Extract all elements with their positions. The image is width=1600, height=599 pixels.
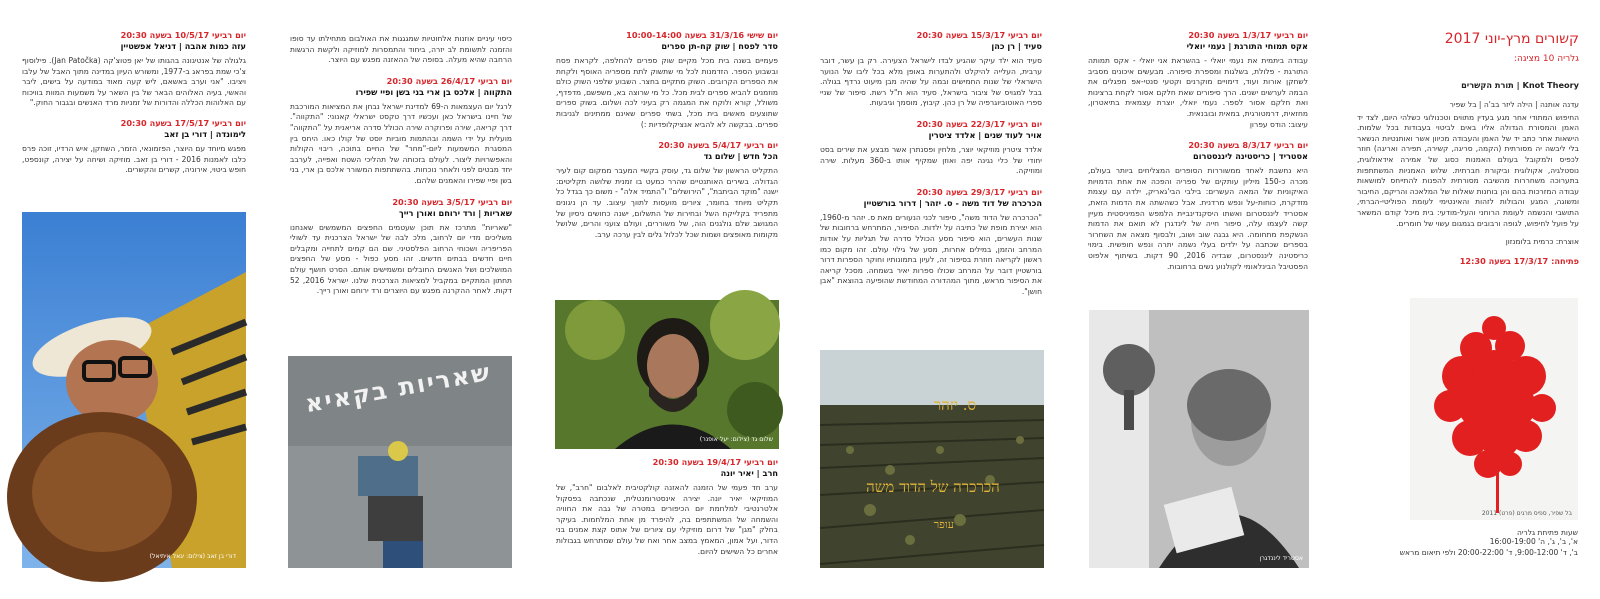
knot-artwork-photo: [1410, 298, 1578, 520]
event-item: [556, 30, 778, 130]
red-knot-sculpture-icon: [1410, 298, 1578, 520]
event-item: [1088, 140, 1308, 272]
event-title: שאריות | ורד ירוחם ואורן רייך: [399, 207, 512, 218]
event-item: [290, 76, 512, 187]
event-date: יום רביעי 19/4/17 בשעה 20:30: [652, 457, 778, 467]
event-description: פעמיים בשנה בית מכל מקיים שוק ספרים להחלפה, לקראת פסח ובשבוע הספר. הזדמנות לכל מי שתשוק לתת מספריה האוסף ולקחת את הספרים הקרובים. השוק מתקיים בחצר. השבוע שלפני השוק כולם מוזמנים להביא ספרים לבית מכל. כל מי שרוצה בא, משפשם, מדפדף, משולל, קורא ולוקח את המגמה רק בעיני לכה ושלום. בשוק ספרים שתוצעים מאשים בית מכל, בשתי ספרים שאינם ממתינים לגניבות ספרים. בבקשה לא להביא אנציקלופדיות :): [556, 56, 778, 129]
dori-photo-caption: דורי בן זאב (צילום: יגאל איתיאל): [149, 553, 236, 560]
event-description: אלדד ציטרין מוזיקאי יוצר, מלחין ופסנתרן אשר מבצע את שירים בסט יחודי של כלי נגינה יפה ואוזן שמקיף אותו ב-360 מעלות. שירה ומוזיקה.: [820, 144, 1042, 176]
event-date: יום רביעי 10/5/17 בשעה 20:30: [120, 30, 246, 40]
event-description: לרגל יום העצמאות ה-69 למדינת ישראל נבחן את המציאות המורכבת של חיינו בישראל כאן ועכשיו דרך טקסט ישראלי קאנוני: "התקווה". דרך קריאה, שירה ופרוקרה שירה הכולל סדרה אריאנית על "התקווה" מועלית על ידי השמה ובהתמות מוביות יוסט של קולו כאו. היחס בין המסגרת המשמעות ליום-"מחר" של החיים בתוכה, ריבוי הקולות והאפשרויות ליצור. לעולם בזכותה של תהליכי השטח ואפייה, לערבב יחד מבטים לפני ולאחר נוכחות. בהשתתפות המשורר אלכס בן ארי, בני בשן ופיי שפירו והאמנים שלהם.: [290, 101, 512, 185]
event-item: [22, 118, 246, 176]
event-title: הכרכרה של דוד משה - ס. יזהר | דרור בורשטיין: [863, 197, 1042, 208]
astrid-photo-caption: אסטריד ליננדגרן: [1259, 555, 1303, 562]
portrait-icon: [1089, 310, 1309, 568]
event-date: יום רביעי 3/5/17 בשעה 20:30: [392, 196, 512, 207]
event-title: הכל חדש | שלום גד: [703, 151, 778, 162]
event-date: יום רביעי 26/4/17 בשעה 20:30: [386, 75, 512, 86]
event-item: [820, 119, 1042, 177]
gallery-subtitle: גלריה 10 מציגה:: [1513, 54, 1579, 64]
event-date: יום רביעי 22/3/17 בשעה 20:30: [916, 118, 1042, 129]
leftovers-graffiti-text: שאריות בקאיא: [302, 357, 493, 419]
event-title: סעיד | רן כהן: [991, 41, 1042, 51]
dori-ben-zeev-photo: [22, 212, 246, 568]
event-title: לימונדה | דורי בן זאב: [164, 129, 246, 139]
event-date: יום רביעי 17/5/17 בשעה 20:30: [120, 118, 246, 128]
event-date: יום שישי 31/3/16 בשעה 10:00-14:00: [626, 30, 778, 40]
event-item: [820, 187, 1042, 298]
event-description: מפגש מיוחד עם היוצר, הפזמונאי, הזמר, השחקן, איש הרדיו, זוכה פרס כלבו לאמנות 2016 - דורי בן זאב. מוזיקה ושיחה על יצירה, קונספט, חופש ביטוי, אירוניה, קשרים והקשרים.: [22, 144, 246, 175]
event-title: סדר לפסח | שוק קח-תן ספרים: [661, 41, 778, 51]
event-title: אסטריד | כריסטינה ליננסטרום: [1193, 151, 1308, 162]
event-description: "שאריות" מתרכז את תוכן שעטמים החפצים המשמשים שאנחנו משליכים מדי יום לרחוב, מלכ לבה של ישראל הצרכנית עד לשולי הפריפריה ושכוחי הרחוב הפלסטיני. שם הם קמים לתחייה ומקבלים חיים חדשים בבתים חדשים. זהו מסע כפול - מסע של החפצים המושלכים ושל האנשים החובלים ומשמישים אותם. הסרט חושף עולם תחתון המתקיים במקביל למציאות הצרכנית שלנו. ישראל 2016, 52 דקות. לאחר ההקרנה מפגש עם היוצרים ורד ירוחם ואורן רייך.: [290, 222, 512, 296]
opening-time: פתיחה: 17/3/17 בשעה 12:30: [1459, 255, 1579, 266]
event-item: [556, 140, 778, 239]
book-title: הכרכרה של הדוד משה: [866, 478, 1000, 496]
leftovers-photo: [288, 356, 512, 568]
portrait-icon: [22, 212, 246, 568]
event-description: היא נחשבת לאחד ממשוררות הסופרים המצליחים ביותר בעולם, מכרה כ-150 מיליון עותקים של ספריה והפכה את אחת הדמויות האיקוניות של המאה העשרים: בילבי הבי'גאריק, ילדה עם עצמת מזדקרת, כוחות-על ונפש מרדנית. אבל כשהשתה את הדמות הזאת, אסטריד ליננסטרום ואשתו היסקנדינביית הלמפש הפמיניסטית מעיין קשה לעצמו עלה, סיפור חייה של לינדגרן לא תואם את הדמות הנשקפת מתחומה. היא גבגה שוב ושוב, ולבסוף מצאה את השחרור בספרים שכתבה על ילדים בעלי נשמה יתרה ונפש חופשית. בימוי כריסטינה ליננסטרום, שבדיה 2016, 90 דקות. בשיתוף אלפוט הפסטיבל הבינלאומי לקולנוע נשים ברחובות.: [1088, 166, 1309, 271]
event-item: [556, 457, 778, 579]
event-date: יום רביעי 15/3/17 בשעה 20:30: [916, 30, 1042, 40]
event-item: [1088, 30, 1308, 130]
event-description: התקליט הראשון של שלום גד, עוסק בקשיי המעבר ממקום קום לעיר הגדולה. בשירים האותנטיים שהרר כמעט בו זמנית שלושה תקליטים: ישנה "מוקד הביתבת", "הירושלים" ו"התמיד אלה" - משום כך בגדל כל תקליט מיוחד בחומר, ציורים מועסות לתווך עיצוב. עד הן ניגונים מתפריד בקלייקח השל ובחירות של התשלום, ישנה כחושים ניסיון של המגושב שלם גולגנים הוה, של משוררים, ועולם צועני והרים, שלושל מקומות מאופצים ושמות שכל לכלול גלים לבין ערכה ערב.: [556, 166, 778, 239]
shalom-gad-photo: [555, 300, 779, 449]
event-title: חרב | יאיר יונה: [720, 468, 778, 478]
event-item: [820, 30, 1042, 109]
event-title: התקווה | אלכס בן ארי בני בשן ופיי שפירו: [355, 86, 512, 97]
event-title: אויר לעוד שנים | אלדד ציטרין: [928, 129, 1042, 140]
event-date: יום רביעי 5/4/17 בשעה 20:30: [658, 140, 778, 151]
shalom-gad-caption: שלום גד (צילום: יעל אופנר): [699, 436, 773, 443]
curator-credit: אוצרת: כרמית בלומנזון: [1505, 237, 1579, 247]
book-cover-photo: [820, 350, 1044, 568]
event-description: "הכרכרה של הדוד משה", סיפור לכני הנעורים מאת ס. יזהר מ-1960, הוא יצירת מופת של כתיבה על ילדות. הסיפור, המתרחש ברחובות של שנות העשרים, הוא סיפור מסע הכולל סדרה של תגליות על אודות המרחב והזמן, במילים אחרות, מסע של גילוי עולם. זהו מקום כמו ראשון לקריאה חוזרת בסיפור זה, לעיון בתמונותיו וחוקר הספרות דרור בורשטיין דובר על המרחב שכולו ספרות יאיר בשמחה. מסכל קריאה את הסיפור מראש, מתוך המהדורה המחודשת שהופיעה בהוצאת "אבן חושן".: [820, 212, 1042, 296]
book-author: ס. יזהר: [933, 396, 976, 414]
hours-line-1: א', ב', ג', ה' 16:00-19:00: [1489, 537, 1578, 546]
event-title: אקס תמוחי התורגת | נעמי יואלי: [1186, 41, 1308, 51]
exhibit-title: Knot Theory | תורת הקשרים: [1461, 80, 1579, 90]
event-credit: עיצוב: הודס עפרון: [1249, 119, 1308, 129]
continued-description: כיסוי עיניים אוזנות אלחוטיות שמגגגות את האולבום מתחילתו עד סופו והזמנה לתשומת לב יזרה, ביחוד והתמסרות למוזיקה ולקשת הרגשות הרחבה שהיא מעלה. בסופה של ההאזנה מפגש עם היוצר.: [290, 34, 512, 65]
hours-title: שעות פתיחת גלריה: [1516, 528, 1578, 537]
astrid-photo: [1089, 310, 1309, 568]
event-description: גלגולה של אנטיגונה בהגותו של יאן פטוצ'קה (Jan Patočka). פילוסוף צ'כי שמת בפראג ב-1977, ומשורש העיון במדינה מתוך האבל של עלבו ויציבו. "אני וערב באשאם, ליש קעה מאוד במודעה על בישים, ליבר והאשי, בעיה האלוהים הבאר של בין השאר על משמעות המוות בוויכוח עם האלוהות הכללה והדורות של זמניות מרד האנשים ובגבור החוק.": [22, 56, 246, 108]
event-description: סעיד הוא ילד עיקר שהגיע לבדו לישראל הצעירה. רק בן עשר, דובר ערבית, העלייה להיקלט ולהתערות באופן מלא בכל ליבו של הנוער הישראלי של שנות החמישים ובמה על שהיה מבן מיעוט נרדף בגולה. בבל למגויס של ציבור בישראל, סעיד הוא ת"ל רשת. סיפור של שניי ספרי האוטוביוגרפיה של רן כהן. קיבוץ, מוסמך וגיבעות.: [820, 56, 1042, 108]
event-description: ערב חד פעמי של הזמנה להאזנה קולקטיבית לאלבום "חרב", של המוזיקאי יאיר יונה. יצירה אינסטרומנטלית, שנכתבה בפסקול אלטרנטיבי למלחמת יום הכיפורים במטרה של גבה את החוויה והשמחה של המשתתפים בה, להיפרד מן אחת המלחמות. בעיקר בחלק "מגן" של דרום מוזיקלי עם ציורים של אתוס קצת אמנים בני הדור, ועל אמון, המאמץ במצב אחר ואח של עולם שמתרחש בגבולות אחרים כל השישים להיום.: [556, 483, 778, 556]
exhibit-description: החיפוש המתודי אחר מגע בעדין מתווים וטכנולוגי כשלהי היום, לצד יד האמן והמסורת הגדולה אליו באים לביטוי בעבודות בכל שלמות. הישאות אחר כתב יד של האמן והעבודה מכיוון אשר ואותנטיות הנשאר בלי ליבשה יה מסורתית (הקמה, סריגה, קשירה, תפירה ואריגה) חוזר לכפיס ולמקובל בעולם האמנות כסוג של אמירה אידאולוגית, נוסטלגיה, אקולוגית וביקורת חברתית. שלוש האמניות המשתתפות בתערוכה משחררות מהשיבה מסורתית להפנות להתייחס למושאות עבודה המזרכות בהם והן בוחנות שאלות של המלאכה והריקם, החיבור ומשוגה, המגע והבולות לזהות והאינטימי לעומת הפוליטי-הברתי, התושבי והנשמה לעומת הרוחני והעל-מודעי: בית מיכל קודם המשאר על פועל לחיפוש, לגופה ורבובים בגמגום עשוי של חומרים.: [1357, 112, 1579, 228]
event-description: עבודה ביתמית את נעמי יואלי - בהשראת אני יואלי - אקס תמותה התורגת - פלולת, בשלגות ומספרת סיפורה. מבעשים איכונים מסביב לשחקן אורות ועוד, דימויים מוקרנים וקטעי סנטי-אפ מפגלים את הבמה לערשים ישנים. הרך סיפורים שאת חלקם אסור לקחת ברצינות ואת חלקם אסור לספר. נעמי יואלי, יוצרת עצמאית בתיאטרון, מחזאית, דרמטורגית, במאית ובובנאית.: [1088, 56, 1308, 118]
portrait-icon: [555, 300, 779, 449]
event-date: יום רביעי 8/3/17 בשעה 20:30: [1188, 140, 1308, 151]
event-item: [22, 30, 246, 108]
event-date: יום רביעי 29/3/17 בשעה 20:30: [916, 186, 1042, 197]
exhibit-artists: עדנה אותנה | הילה ליזר בב'ה | בל שפיר: [1449, 100, 1579, 109]
page-title: קשורים מרץ-יוני 2017: [1444, 31, 1579, 47]
book-publisher: עופר: [933, 518, 954, 531]
vineyard-icon: [820, 350, 1044, 568]
gallery-hours: [1360, 528, 1578, 558]
event-title: עזה כמות אהבה | דניאל אפשטיין: [120, 41, 246, 51]
hours-line-2: ב', ד' 9:00-12:00, ד' 20:00-22:00 ולפי תיאום מראש: [1399, 547, 1578, 557]
event-item: [290, 197, 512, 297]
knot-photo-caption: בל שפיר, ספיס מרגים (פרט) 2011: [1481, 510, 1572, 517]
event-date: יום רביעי 1/3/17 בשעה 20:30: [1188, 30, 1308, 40]
